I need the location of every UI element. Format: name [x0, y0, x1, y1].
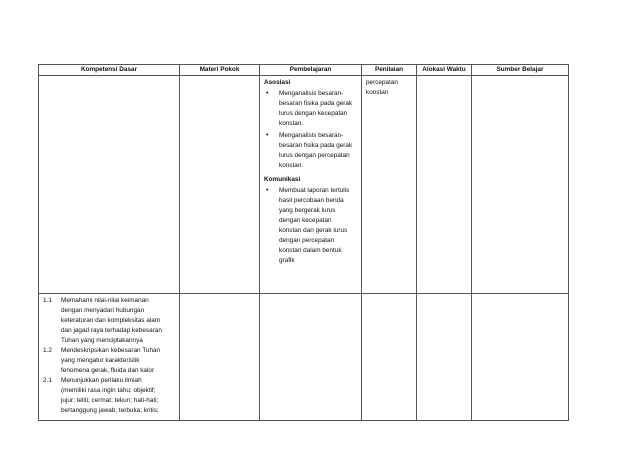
list-item: [264, 186, 357, 266]
table-row: [39, 294, 569, 421]
list-item-text: Menganalisis besaran- besaran fisika pada gerak lurus dengan percepatan konstan.: [279, 132, 353, 169]
asosiasi-heading: Asosiasi: [264, 79, 291, 86]
cell-kompetensi-dasar: [39, 294, 180, 421]
header-alokasi-waktu: Alokasi Waktu: [417, 65, 472, 76]
cell-materi-pokok-empty: [180, 76, 260, 294]
kd-text: Memahami nilai-nilai keimanan dengan menyadari hubungan keteraturan dan kompleksitas alam dan jagad raya terhadap kebesaran Tuhan yang menciptakannya: [61, 297, 162, 344]
cell-pembelajaran: [260, 76, 362, 294]
komunikasi-list: [264, 186, 357, 266]
kd-number: 1.1: [43, 297, 52, 304]
bullet-icon: •: [266, 187, 269, 194]
list-item: [264, 131, 357, 171]
header-sumber-belajar: Sumber Belajar: [472, 65, 569, 76]
list-item-text: Menganalisis besaran- besaran fisika pada gerak lurus dengan kecepatan konstan.: [279, 90, 353, 127]
komunikasi-heading: Komunikasi: [264, 176, 301, 183]
kd-number: 2.1: [43, 377, 52, 384]
cell-penilaian: percepatan konstan: [362, 76, 417, 294]
cell-alokasi-waktu-empty: [417, 294, 472, 421]
header-penilaian: Penilaian: [362, 65, 417, 76]
header-pembelajaran: Pembelajaran: [260, 65, 362, 76]
kd-text: Mendeskripsikan kebesaran Tuhan yang mengatur karakteristik fenomena gerak, fluida dan kalor: [61, 347, 161, 374]
list-item: [264, 89, 357, 129]
bullet-icon: •: [266, 132, 269, 139]
asosiasi-list: [264, 89, 357, 171]
cell-sumber-belajar-empty: [472, 294, 569, 421]
cell-penilaian-empty: [362, 294, 417, 421]
bullet-icon: •: [266, 90, 269, 97]
kd-number: 1.2: [43, 347, 52, 354]
kd-item: [43, 296, 179, 346]
syllabus-table: [38, 64, 569, 421]
kd-item: [43, 346, 179, 376]
list-item-text: Membuat laporan tertulis hasil percobaan benda yang bergerak lurus dengan kecepatan konstan dan gerak lurus dengan percepatan konstan dalam bentuk grafik: [279, 187, 350, 264]
table-row: [39, 76, 569, 294]
header-materi-pokok: Materi Pokok: [180, 65, 260, 76]
cell-kompetensi-dasar-empty: [39, 76, 180, 294]
cell-alokasi-waktu-empty: [417, 76, 472, 294]
table-header-row: [39, 65, 569, 76]
cell-materi-pokok-empty: [180, 294, 260, 421]
kd-text: Menunjukkan perilaku ilmiah (memiliki rasa ingin tahu; objektif; jujur; teliti; cermat; tekun; hati-hati; bertanggung jawab; terbuka; kritis;: [61, 377, 159, 414]
header-kompetensi-dasar: Kompetensi Dasar: [39, 65, 180, 76]
cell-sumber-belajar-empty: [472, 76, 569, 294]
kd-item: [43, 376, 179, 416]
cell-pembelajaran-empty: [260, 294, 362, 421]
